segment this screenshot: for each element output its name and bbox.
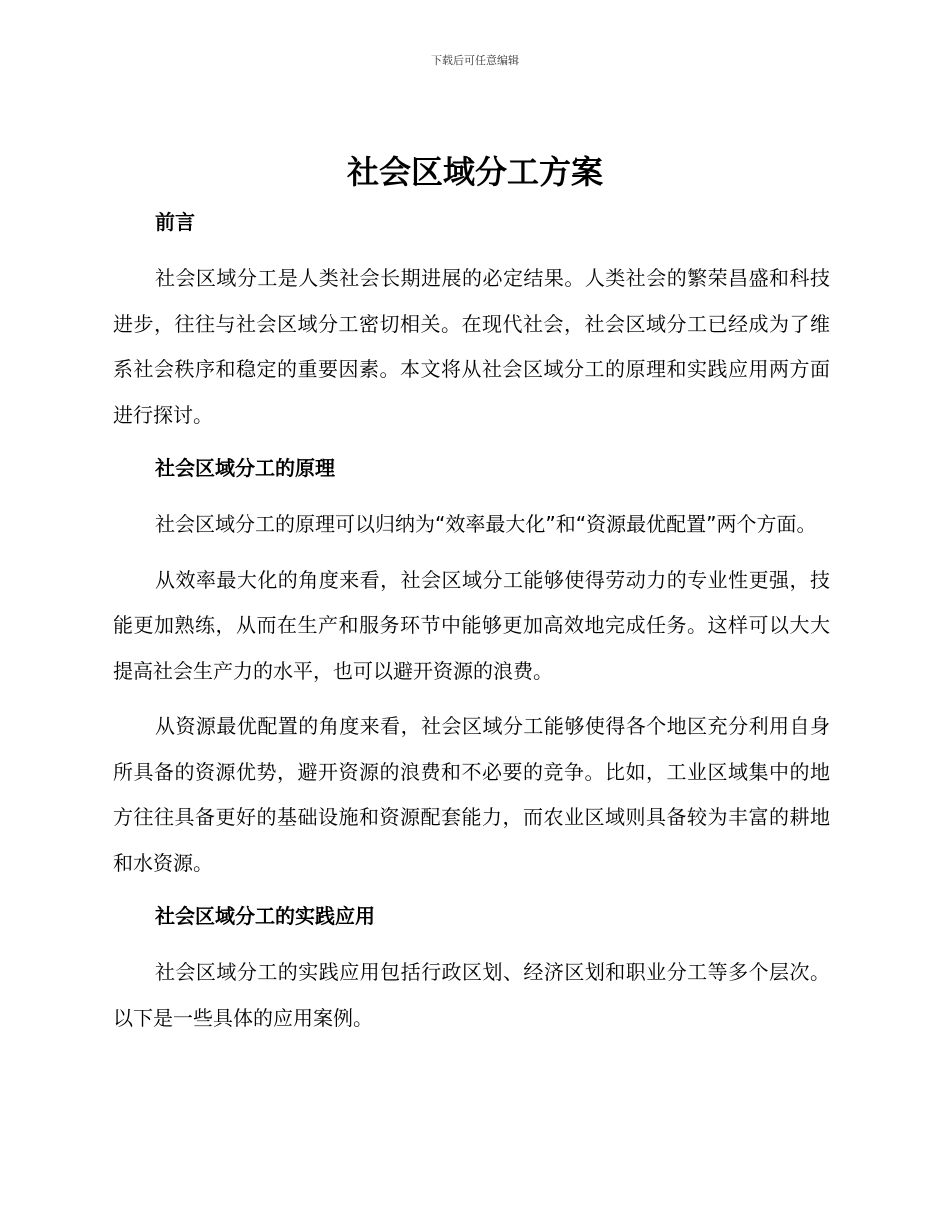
document-title: 社会区域分工方案 <box>346 153 603 191</box>
document-body <box>113 200 830 1041</box>
paragraph-practice: 社会区域分工的实践应用包括行政区划、经济区划和职业分工等多个层次。以下是一些具体的应用案例。 <box>113 960 830 1030</box>
section-heading-practice: 社会区域分工的实践应用 <box>155 904 375 928</box>
paragraph-intro: 社会区域分工是人类社会长期进展的必定结果。人类社会的繁荣昌盛和科技进步，往往与社会区域分工密切相关。在现代社会，社会区域分工已经成为了维系社会秩序和稳定的重要因素。本文将从社会区域分工的原理和实践应用两方面进行探讨。 <box>113 266 830 427</box>
paragraph-efficiency: 从效率最大化的角度来看，社会区域分工能够使得劳动力的专业性更强，技能更加熟练，从而在生产和服务环节中能够更加高效地完成任务。这样可以大大提高社会生产力的水平，也可以避开资源的浪费。 <box>113 567 830 683</box>
page-header: 下载后可任意编辑 <box>431 54 519 67</box>
paragraph-resource-allocation: 从资源最优配置的角度来看，社会区域分工能够使得各个地区充分利用自身所具备的资源优势，避开资源的浪费和不必要的竞争。比如，工业区域集中的地方往往具备更好的基础设施和资源配套能力，而农业区域则具备较为丰富的耕地和水资源。 <box>113 714 830 875</box>
section-heading-preface: 前言 <box>155 210 195 234</box>
section-heading-principle: 社会区域分工的原理 <box>155 456 335 480</box>
paragraph-principle-summary: 社会区域分工的原理可以归纳为“效率最大化”和“资源最优配置”两个方面。 <box>155 512 817 536</box>
